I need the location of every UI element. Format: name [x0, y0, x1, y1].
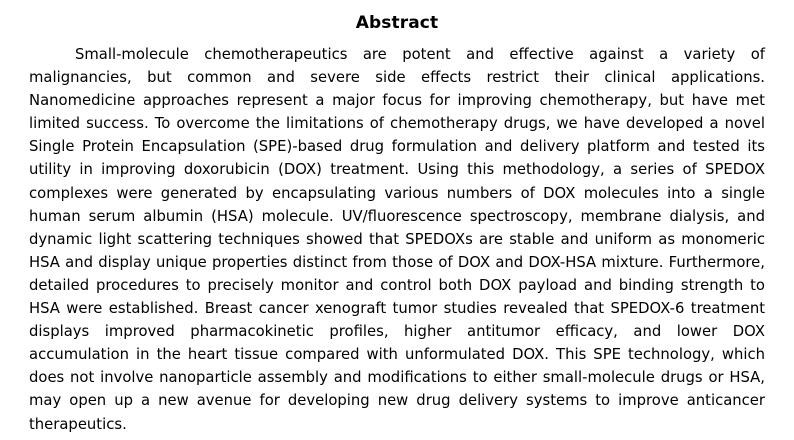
abstract-heading: Abstract: [355, 13, 439, 33]
abstract-paragraph: Small-molecule chemotherapeutics are potent and effective against a variety of malignancies, but common and severe side effects restrict their clinical applications. Nanomedicine approaches represent a major focus for improving chemotherapy, but have met limited success. To overcome the limitations of chemotherapy drugs, we have developed a novel Single Protein Encapsulation (SPE)-based drug formulation and delivery platform and tested its utility in improving doxorubicin (DOX) treatment. Using this methodology, a series of SPEDOX complexes were generated by encapsulating various numbers of DOX molecules into a single human serum albumin (HSA) molecule. UV/fluorescence spectroscopy, membrane dialysis, and dynamic light scattering techniques showed that SPEDOXs are stable and uniform as monomeric HSA and display unique properties distinct from those of DOX and DOX-HSA mixture. Furthermore, detailed procedures to precisely monitor and control both DOX payload and binding strength to HSA were established. Breast cancer xenograft tumor studies revealed that SPEDOX-6 treatment displays improved pharmacokinetic profiles, higher antitumor efficacy, and lower DOX accumulation in the heart tissue compared with unformulated DOX. This SPE technology, which does not involve nanoparticle assembly and modifications to either small-molecule drugs or HSA, may open up a new avenue for developing new drug delivery systems to improve anticancer therapeutics.: [29, 46, 765, 433]
